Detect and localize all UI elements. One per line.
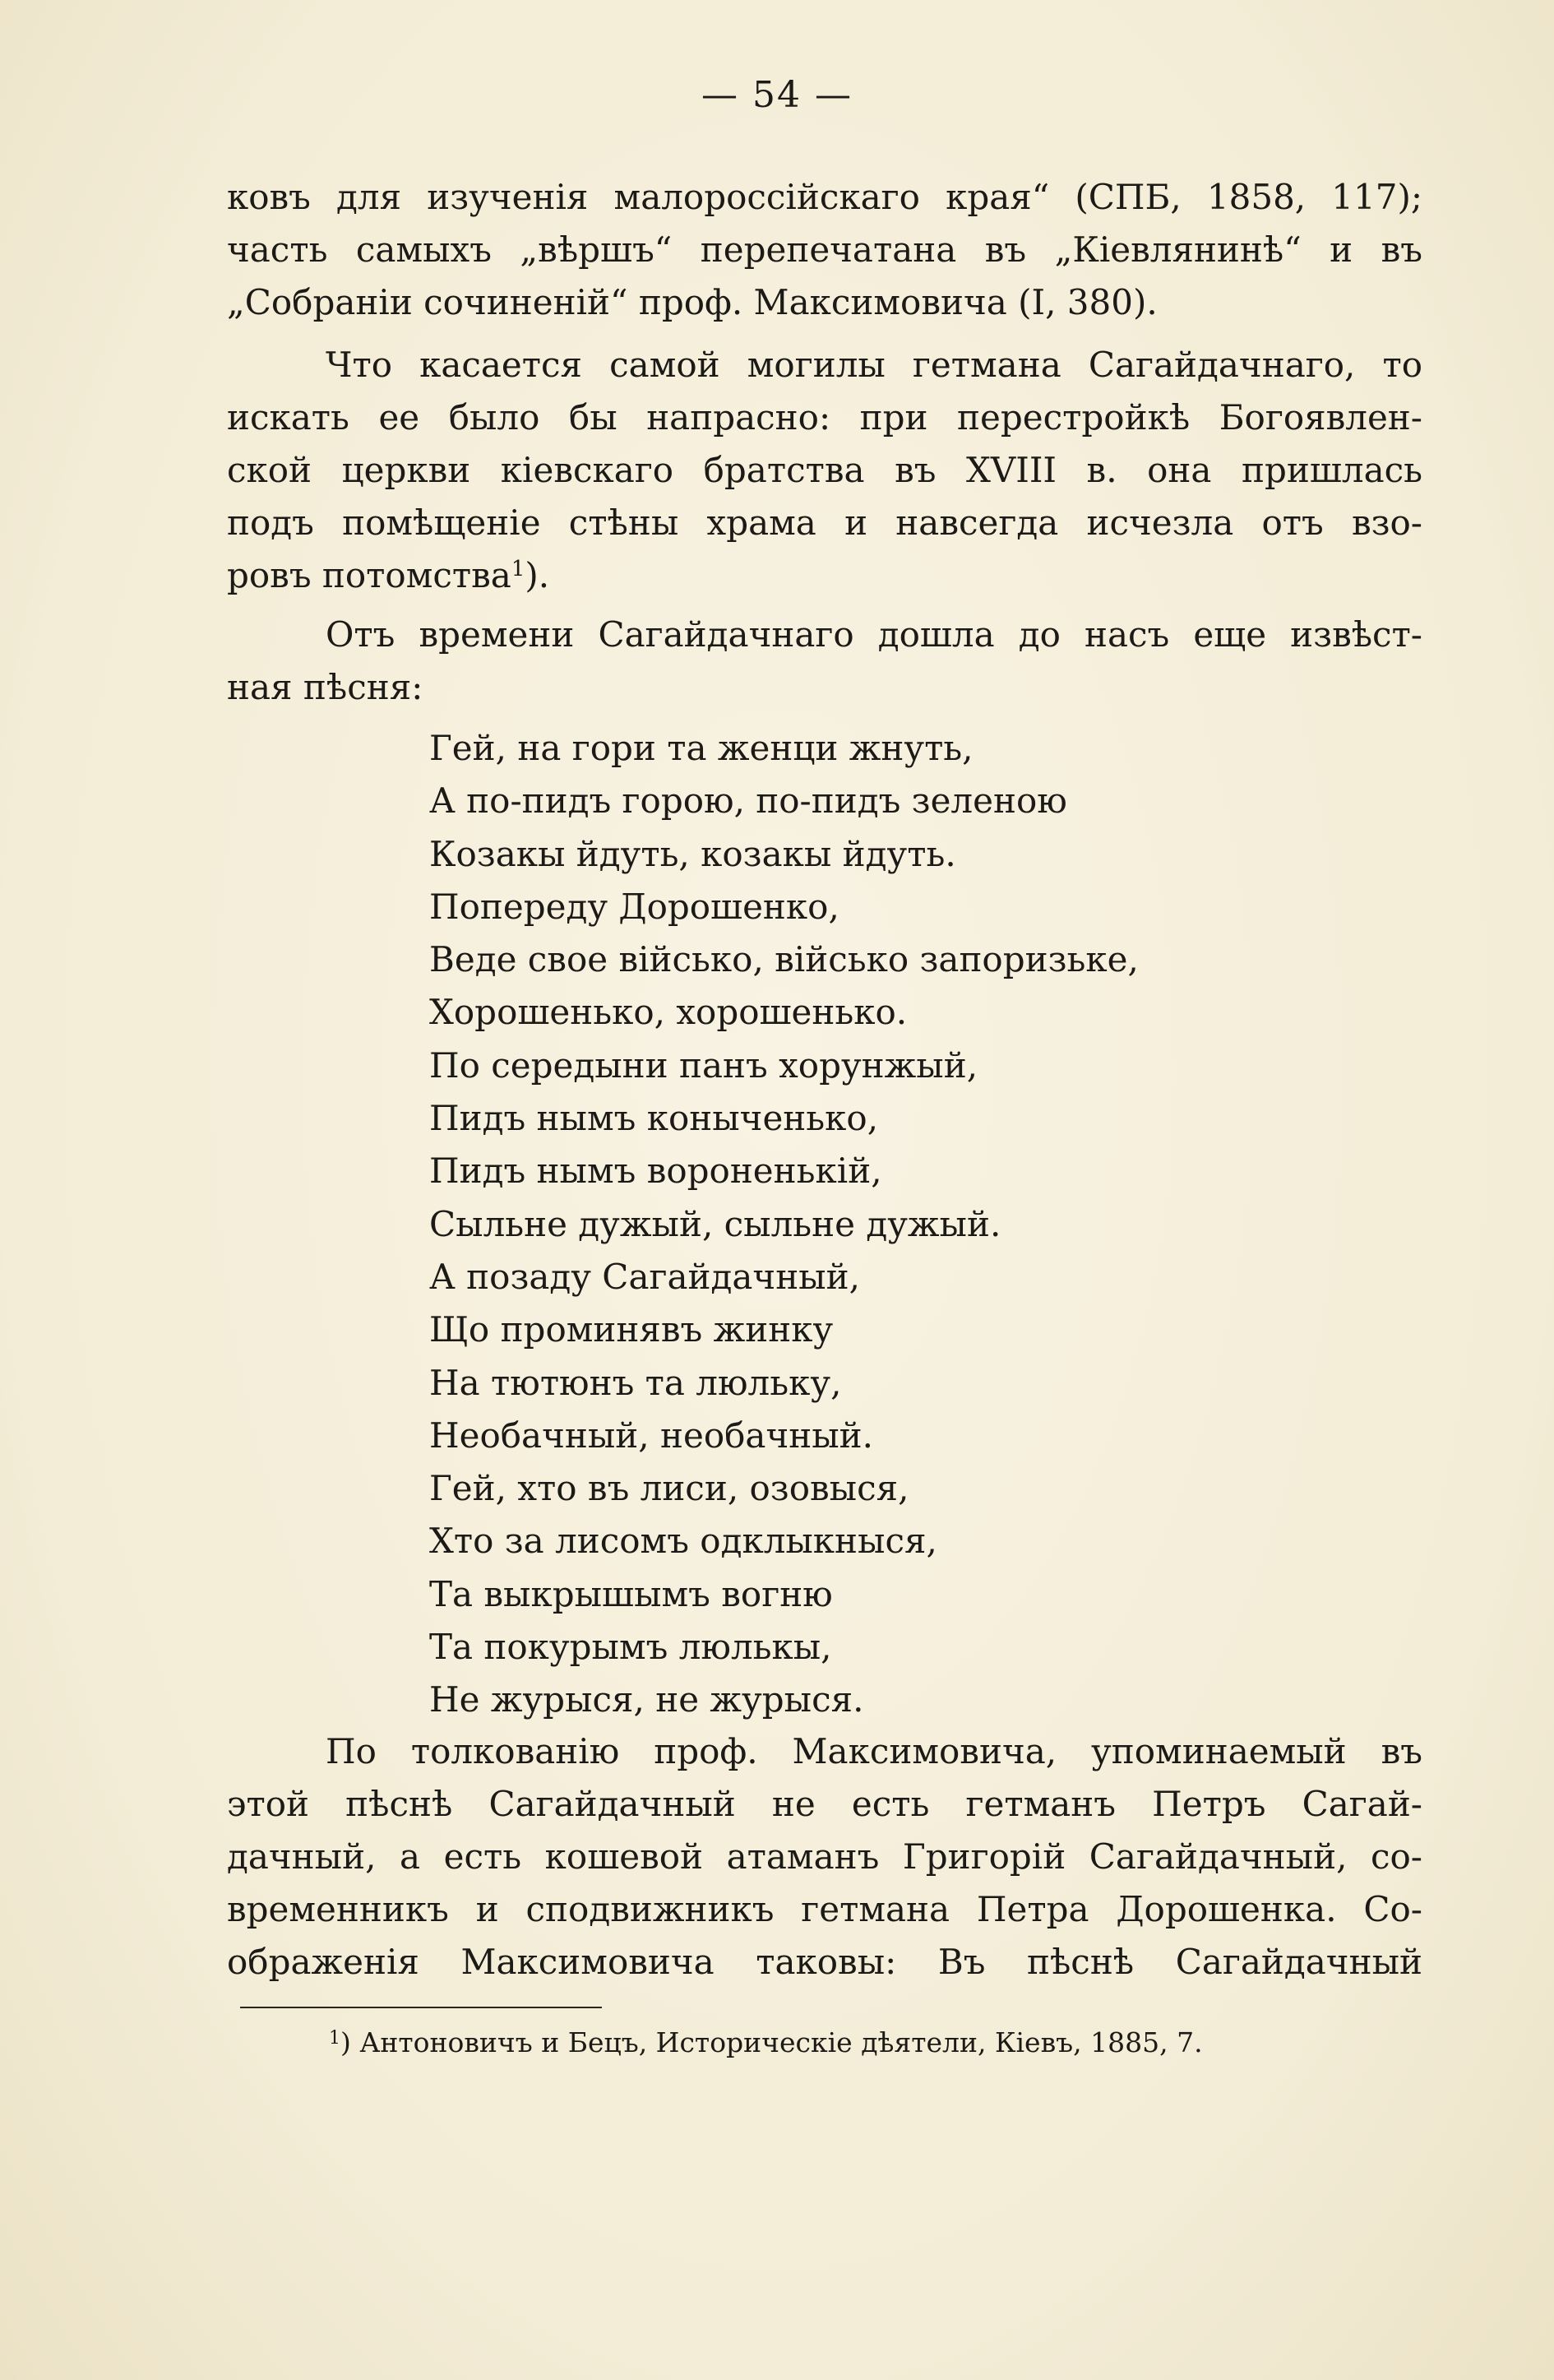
poem-line: Та покурымъ люлькы, [429, 1627, 832, 1668]
poem-line: Веде свое військо, військо запоризьке, [429, 939, 1139, 980]
poem-line: Та выкрышымъ вогню [429, 1573, 833, 1614]
poem-line: Необачный, необачный. [429, 1415, 873, 1456]
poem-line: По середыни панъ хорунжый, [429, 1044, 978, 1086]
paragraph-1 [227, 171, 1422, 329]
poem-line: Козакы йдуть, козакы йдуть. [429, 833, 956, 874]
text-line: этой пѣснѣ Сагайдачный не есть гетманъ Петръ Сагай- [227, 1784, 1422, 1824]
footnote-divider [240, 2007, 602, 2008]
poem-line: А по-пидъ горою, по-пидъ зеленою [429, 780, 1067, 822]
poem-line: На тютюнъ та люльку, [429, 1362, 842, 1403]
poem-line: Пидъ нымъ вороненькій, [429, 1151, 882, 1192]
poem-line: А позаду Сагайдачный, [429, 1256, 860, 1297]
text-line: дачный, а есть кошевой атаманъ Григорій Сагайдачный, со- [227, 1836, 1422, 1877]
text-line: ображенія Максимовича таковы: Въ пѣснѣ Сагайдачный [227, 1942, 1422, 1982]
paragraph-2 [227, 339, 1422, 602]
text-line: Что касается самой могилы гетмана Сагайдачнаго, то [326, 345, 1422, 385]
paragraph-3 [227, 609, 1422, 714]
poem-line: Гей, на гори та женци жнуть, [429, 728, 974, 768]
text-line: ковъ для изученія малороссійскаго края“ (СПБ, 1858, 117); [227, 177, 1422, 217]
paragraph-4 [227, 1725, 1422, 1989]
text-line: подъ помѣщеніе стѣны храма и навсегда исчезла отъ взо- [227, 502, 1422, 543]
text-line: ная пѣсня: [227, 667, 423, 707]
footnote-marker: 1 [329, 2028, 340, 2049]
text-line: „Собраніи сочиненій“ проф. Максимовича (I, 380). [227, 282, 1158, 322]
poem-line: Попереду Дорошенко, [429, 886, 839, 927]
text-line [227, 549, 1422, 602]
text-line: искать ее было бы напрасно: при перестройкѣ Богоявлен- [227, 397, 1422, 438]
poem-line: Хорошенько, хорошенько. [429, 992, 908, 1033]
poem-line: Хто за лисомъ одклыкныся, [429, 1521, 937, 1562]
poem [429, 722, 1139, 1727]
text-line: По толкованію проф. Максимовича, упоминаемый въ [326, 1731, 1422, 1771]
footnote-text: ) Антоновичъ и Бецъ, Историческіе дѣятели, Кіевъ, 1885, 7. [340, 2026, 1203, 2058]
poem-line: Сыльне дужый, сыльне дужый. [429, 1203, 1001, 1244]
poem-line: Пидъ нымъ коныченько, [429, 1098, 879, 1139]
poem-line: Що проминявъ жинку [429, 1309, 834, 1350]
text-line: ской церкви кіевскаго братства въ XVIII в. она пришлась [227, 450, 1422, 490]
poem-line: Не журыся, не журыся. [429, 1679, 864, 1720]
footnote-reference: 1 [511, 557, 525, 581]
text-line-end: ). [525, 555, 550, 595]
text-line-start: ровъ потомства [227, 555, 511, 595]
footnote [329, 2025, 1203, 2061]
poem-line: Гей, хто въ лиси, озовыся, [429, 1468, 909, 1509]
text-line: временникъ и сподвижникъ гетмана Петра Дорошенка. Со- [227, 1889, 1422, 1929]
text-line: Отъ времени Сагайдачнаго дошла до насъ еще извѣст- [326, 614, 1422, 655]
page-number: — 54 — [701, 74, 853, 116]
text-line: часть самыхъ „вѣршъ“ перепечатана въ „Кіевлянинѣ“ и въ [227, 229, 1422, 270]
